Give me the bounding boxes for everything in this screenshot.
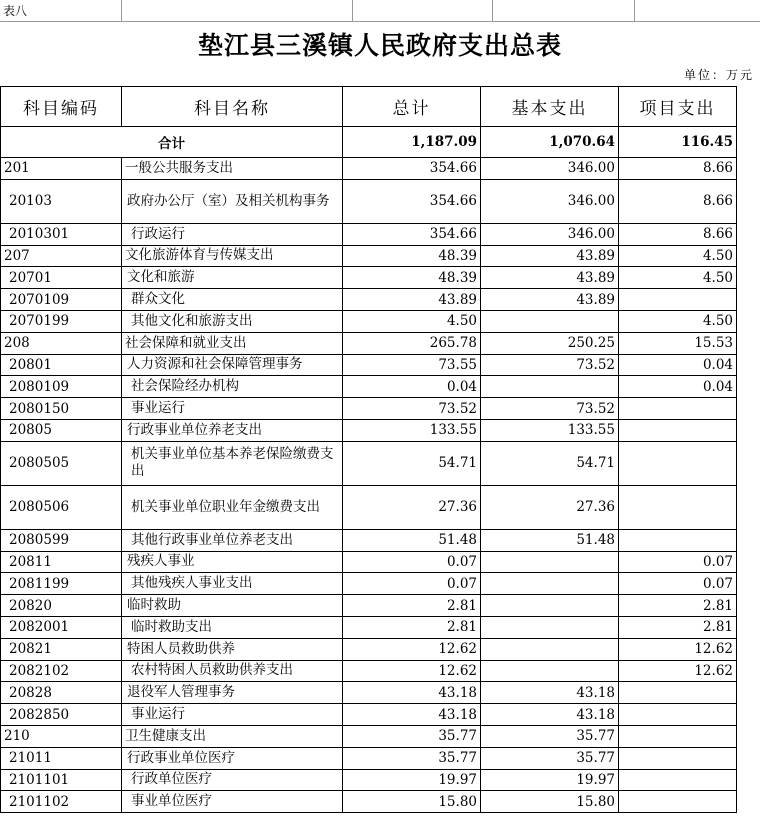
header-name: 科目名称 (122, 87, 343, 127)
table-row (1, 267, 737, 289)
row-code: 2082850 (1, 704, 122, 726)
row-name: 临时救助 (122, 595, 343, 617)
row-name: 事业运行 (122, 704, 343, 726)
row-code: 20701 (1, 267, 122, 289)
total-row (1, 127, 737, 158)
row-total: 2.81 (343, 616, 481, 638)
row-project: 2.81 (619, 595, 737, 617)
row-basic: 73.52 (481, 398, 619, 420)
row-total: 354.66 (343, 158, 481, 180)
row-basic (481, 616, 619, 638)
sheet-tag: 表八 (3, 4, 28, 18)
row-name: 群众文化 (122, 289, 343, 311)
row-total: 73.55 (343, 354, 481, 376)
row-total: 4.50 (343, 310, 481, 332)
row-code: 2101101 (1, 769, 122, 791)
row-name: 人力资源和社会保障管理事务 (122, 354, 343, 376)
row-basic (481, 573, 619, 595)
row-name: 一般公共服务支出 (122, 158, 343, 180)
row-code: 20821 (1, 638, 122, 660)
row-code: 208 (1, 332, 122, 354)
row-project (619, 682, 737, 704)
row-name: 行政事业单位养老支出 (122, 419, 343, 441)
row-total: 51.48 (343, 529, 481, 551)
row-project (619, 398, 737, 420)
row-project: 12.62 (619, 638, 737, 660)
row-basic: 43.18 (481, 682, 619, 704)
table-row (1, 551, 737, 573)
row-total: 0.07 (343, 551, 481, 573)
row-name: 特困人员救助供养 (122, 638, 343, 660)
row-project: 4.50 (619, 267, 737, 289)
row-project (619, 747, 737, 769)
row-project: 2.81 (619, 616, 737, 638)
row-name: 其他残疾人事业支出 (122, 573, 343, 595)
row-name: 文化旅游体育与传媒支出 (122, 245, 343, 267)
row-code: 201 (1, 158, 122, 180)
row-project (619, 704, 737, 726)
row-project: 8.66 (619, 179, 737, 223)
row-total: 0.07 (343, 573, 481, 595)
row-basic: 15.80 (481, 791, 619, 813)
row-basic (481, 638, 619, 660)
total-label: 合计 (1, 127, 343, 158)
row-basic (481, 660, 619, 682)
row-code: 2070199 (1, 310, 122, 332)
row-basic: 35.77 (481, 747, 619, 769)
row-name: 事业运行 (122, 398, 343, 420)
row-basic: 54.71 (481, 441, 619, 485)
row-total: 354.66 (343, 223, 481, 245)
row-code: 2082102 (1, 660, 122, 682)
row-name: 农村特困人员救助供养支出 (122, 660, 343, 682)
row-project (619, 419, 737, 441)
row-code: 20811 (1, 551, 122, 573)
row-name: 文化和旅游 (122, 267, 343, 289)
table-row (1, 682, 737, 704)
total-basic: 1,070.64 (481, 127, 619, 158)
row-name: 行政运行 (122, 223, 343, 245)
row-total: 48.39 (343, 245, 481, 267)
table-row (1, 332, 737, 354)
table-row (1, 573, 737, 595)
row-name: 政府办公厅（室）及相关机构事务 (122, 179, 343, 223)
row-code: 210 (1, 725, 122, 747)
row-total: 73.52 (343, 398, 481, 420)
row-total: 43.89 (343, 289, 481, 311)
table-row (1, 354, 737, 376)
table-row (1, 769, 737, 791)
row-name: 机关事业单位基本养老保险缴费支出 (122, 441, 343, 485)
table-row (1, 158, 737, 180)
row-basic: 346.00 (481, 158, 619, 180)
row-basic: 250.25 (481, 332, 619, 354)
row-name: 机关事业单位职业年金缴费支出 (122, 485, 343, 529)
row-total: 35.77 (343, 747, 481, 769)
row-total: 2.81 (343, 595, 481, 617)
page-title: 垫江县三溪镇人民政府支出总表 (197, 31, 562, 60)
row-code: 20828 (1, 682, 122, 704)
row-code: 2080599 (1, 529, 122, 551)
header-total: 总计 (343, 87, 481, 127)
row-code: 2080150 (1, 398, 122, 420)
row-code: 2101102 (1, 791, 122, 813)
table-row (1, 485, 737, 529)
row-code: 20805 (1, 419, 122, 441)
row-project (619, 791, 737, 813)
row-total: 48.39 (343, 267, 481, 289)
table-row (1, 223, 737, 245)
table-row (1, 791, 737, 813)
header-project: 项目支出 (619, 87, 737, 127)
table-row (1, 441, 737, 485)
row-code: 2081199 (1, 573, 122, 595)
header-code: 科目编码 (1, 87, 122, 127)
table-row (1, 179, 737, 223)
row-total: 54.71 (343, 441, 481, 485)
row-basic: 19.97 (481, 769, 619, 791)
row-code: 21011 (1, 747, 122, 769)
row-project: 0.04 (619, 354, 737, 376)
row-name: 行政事业单位医疗 (122, 747, 343, 769)
row-total: 0.04 (343, 376, 481, 398)
row-name: 社会保障和就业支出 (122, 332, 343, 354)
table-row (1, 704, 737, 726)
row-name: 社会保险经办机构 (122, 376, 343, 398)
row-code: 2010301 (1, 223, 122, 245)
row-code: 20801 (1, 354, 122, 376)
table-row (1, 595, 737, 617)
row-code: 2070109 (1, 289, 122, 311)
row-basic (481, 376, 619, 398)
table-row (1, 245, 737, 267)
row-total: 12.62 (343, 638, 481, 660)
table-row (1, 398, 737, 420)
row-project: 4.50 (619, 310, 737, 332)
header-basic: 基本支出 (481, 87, 619, 127)
row-name: 事业单位医疗 (122, 791, 343, 813)
row-basic: 43.89 (481, 245, 619, 267)
row-total: 19.97 (343, 769, 481, 791)
row-code: 20103 (1, 179, 122, 223)
row-name: 其他行政事业单位养老支出 (122, 529, 343, 551)
row-code: 20820 (1, 595, 122, 617)
row-name: 退役军人管理事务 (122, 682, 343, 704)
table-row (1, 419, 737, 441)
row-basic: 43.89 (481, 289, 619, 311)
table-row (1, 289, 737, 311)
row-code: 2080505 (1, 441, 122, 485)
table-row (1, 725, 737, 747)
row-project: 15.53 (619, 332, 737, 354)
expenditure-table (0, 86, 737, 813)
row-total: 12.62 (343, 660, 481, 682)
table-row (1, 616, 737, 638)
row-code: 207 (1, 245, 122, 267)
row-total: 354.66 (343, 179, 481, 223)
row-basic (481, 310, 619, 332)
row-name: 临时救助支出 (122, 616, 343, 638)
row-basic: 346.00 (481, 179, 619, 223)
row-total: 265.78 (343, 332, 481, 354)
row-code: 2082001 (1, 616, 122, 638)
total-project: 116.45 (619, 127, 737, 158)
row-total: 43.18 (343, 682, 481, 704)
row-basic: 35.77 (481, 725, 619, 747)
row-code: 2080506 (1, 485, 122, 529)
row-code: 2080109 (1, 376, 122, 398)
row-basic (481, 551, 619, 573)
row-project (619, 725, 737, 747)
row-project: 0.04 (619, 376, 737, 398)
total-total: 1,187.09 (343, 127, 481, 158)
row-total: 43.18 (343, 704, 481, 726)
row-name: 残疾人事业 (122, 551, 343, 573)
row-project: 4.50 (619, 245, 737, 267)
row-basic: 43.18 (481, 704, 619, 726)
row-project (619, 289, 737, 311)
row-project: 0.07 (619, 573, 737, 595)
row-basic: 51.48 (481, 529, 619, 551)
row-project (619, 769, 737, 791)
row-total: 15.80 (343, 791, 481, 813)
row-project (619, 441, 737, 485)
row-total: 133.55 (343, 419, 481, 441)
table-row (1, 638, 737, 660)
table-row (1, 310, 737, 332)
row-basic: 27.36 (481, 485, 619, 529)
row-name: 行政单位医疗 (122, 769, 343, 791)
row-basic: 43.89 (481, 267, 619, 289)
table-row (1, 376, 737, 398)
table-row (1, 747, 737, 769)
table-row (1, 660, 737, 682)
row-project: 8.66 (619, 158, 737, 180)
row-name: 卫生健康支出 (122, 725, 343, 747)
table-row (1, 529, 737, 551)
row-total: 35.77 (343, 725, 481, 747)
row-project: 8.66 (619, 223, 737, 245)
row-project: 0.07 (619, 551, 737, 573)
header-row (1, 87, 737, 127)
row-basic: 73.52 (481, 354, 619, 376)
row-total: 27.36 (343, 485, 481, 529)
row-project: 12.62 (619, 660, 737, 682)
row-name: 其他文化和旅游支出 (122, 310, 343, 332)
row-basic: 133.55 (481, 419, 619, 441)
row-project (619, 485, 737, 529)
row-basic: 346.00 (481, 223, 619, 245)
row-project (619, 529, 737, 551)
row-basic (481, 595, 619, 617)
top-grid-lines (0, 0, 760, 22)
unit-label: 单位：万元 (683, 68, 754, 82)
